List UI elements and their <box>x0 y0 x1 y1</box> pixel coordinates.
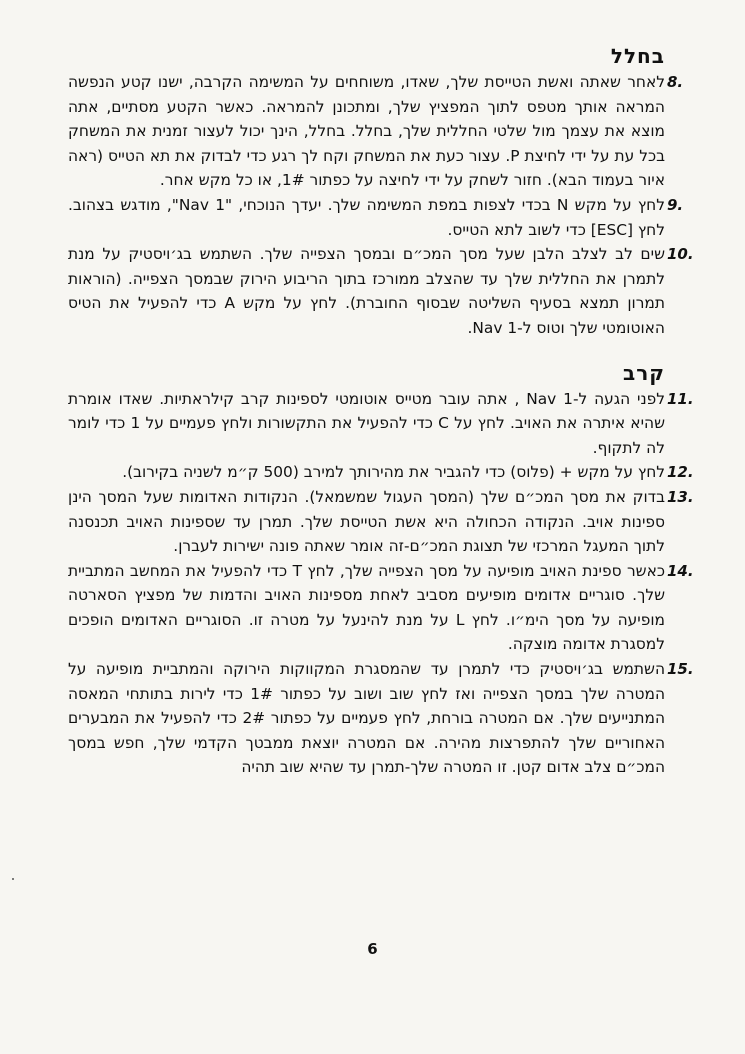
item-number: 12. <box>667 463 694 482</box>
item-text: השתמש בג׳ויסטיק כדי לתמרן עד שהמסגרת המקווקות הירוקה והמתביית מופיעה על המטרה שלך במסך הצפייה ואז לחץ שוב ושוב על כפתור 1# כדי לירות בתותחי המאסה המתנייעים שלך. אם המטרה בורחת, לחץ פעמיים על כפתור 2# כדי להפעיל את המבערים האחוריים שלך להתפרצות מהירה. אם המטרה יוצאת ממבטך הקדמי שלך, חפש במסך המכ״ם צלב אדום קטן. זו המטרה שלך-תמרן עד שהיא שוב תהיה <box>68 660 666 777</box>
list-item <box>68 657 694 780</box>
item-number: 13. <box>667 487 694 506</box>
page-number: 6 <box>367 940 378 958</box>
section-title: קרב <box>623 360 665 385</box>
list-item <box>68 559 694 657</box>
list-item <box>68 485 694 559</box>
item-number: 11. <box>667 389 694 408</box>
list-item <box>68 193 684 242</box>
scan-speck <box>12 878 14 880</box>
item-list <box>68 387 694 781</box>
section-in-space <box>68 44 694 341</box>
item-text: לחץ על מקש + (פלוס) כדי להגביר את מהירותך למירב (500 ק״מ לשניה בקירוב). <box>122 463 665 482</box>
item-number: 15. <box>667 660 694 679</box>
list-item <box>68 242 694 340</box>
list-item <box>68 70 684 193</box>
list-item <box>68 460 694 485</box>
item-list <box>68 70 694 341</box>
item-number: 9. <box>667 195 684 214</box>
item-text: בדוק את מסך המכ״ם שלך (המסך העגול שמשמאל). הנקודות האדומות שעל המסך הינן ספינות אויב. הנקודה הכחולה היא אשת הטייסת שלך. תמרן עד שספינות האויב תכנסנה לתוך המעגל המרכזי של תצוגת המכ״ם-זה אומר שאתה פונה ישירות לעברן. <box>68 487 665 556</box>
section-title: בחלל <box>610 44 665 68</box>
list-item <box>68 387 694 461</box>
section-combat <box>68 360 694 781</box>
item-number: 8. <box>667 73 684 91</box>
item-text: שים לב לצלב הלבן שעל מסך המכ״ם ובמסך הצפייה שלך. השתמש בג׳ויסטיק על מנת לתמרן את החללית שלך עד שהצלב ממורכז בתוך הריבוע הירוק שבמסך הצפייה. (הוראות תמרון תמצא בסעיף השליטה שבסוף החוברת). לחץ על מקש A כדי להפעיל את הטיס האוטומטי שלך וטוס ל-Nav 1. <box>68 245 665 337</box>
item-number: 14. <box>667 561 694 580</box>
item-number: 10. <box>667 245 694 264</box>
item-text: לפני הגעה ל-Nav 1 , אתה עובר מטייס אוטומטי לספינות קרב קילראתיות. שאדו אומרת שהיא איתרה את האויב. לחץ על C כדי להפעיל את התקשורות ולחץ פעמיים על 1 כדי לומר לה לתקוף. <box>68 389 665 457</box>
item-text: לחץ על מקש N בכדי לצפות במפת המשימה שלך. יעדך הנוכחי, "Nav 1", מודגש בצהוב. לחץ [ESC] כדי לשוב לתא הטייס. <box>68 195 665 239</box>
item-text: כאשר ספינת האויב מופיעה על מסך הצפייה שלך, לחץ T כדי להפעיל את המחשב המתביית שלך. סוגריים אדומים מופיעים מסביב לאחת מספינות האויב והדמות של מפציץ הסארטה מופיעה על מסך הימ״ו. לחץ L על מנת להינעל על מטרה זו. הסוגריים האדומים הופכים למסגרת אדומה מוצקה. <box>68 561 665 654</box>
item-text: לאחר שאתה ואשת הטייסת שלך, שאדו, משוחחים על המשימה הקרבה, ישנו קטע הנפשה המראה אותך מטפס לתוך המפציץ שלך, ומתכונן להמראה. כאשר הקטע מסתיים, אתה מוצא את עצמך מול שלטי החללית שלך, בחלל. בחלל, הינך יכול לעצור זמנית את המשחק בכל עת על ידי לחיצת P. עצור כעת את המשחק וקח לך רגע כדי לבדוק את תא הטייס (ראה איור בעמוד הבא). חזור לשחק על ידי לחיצה על כפתור 1#, או כל מקש אחר. <box>68 73 665 190</box>
